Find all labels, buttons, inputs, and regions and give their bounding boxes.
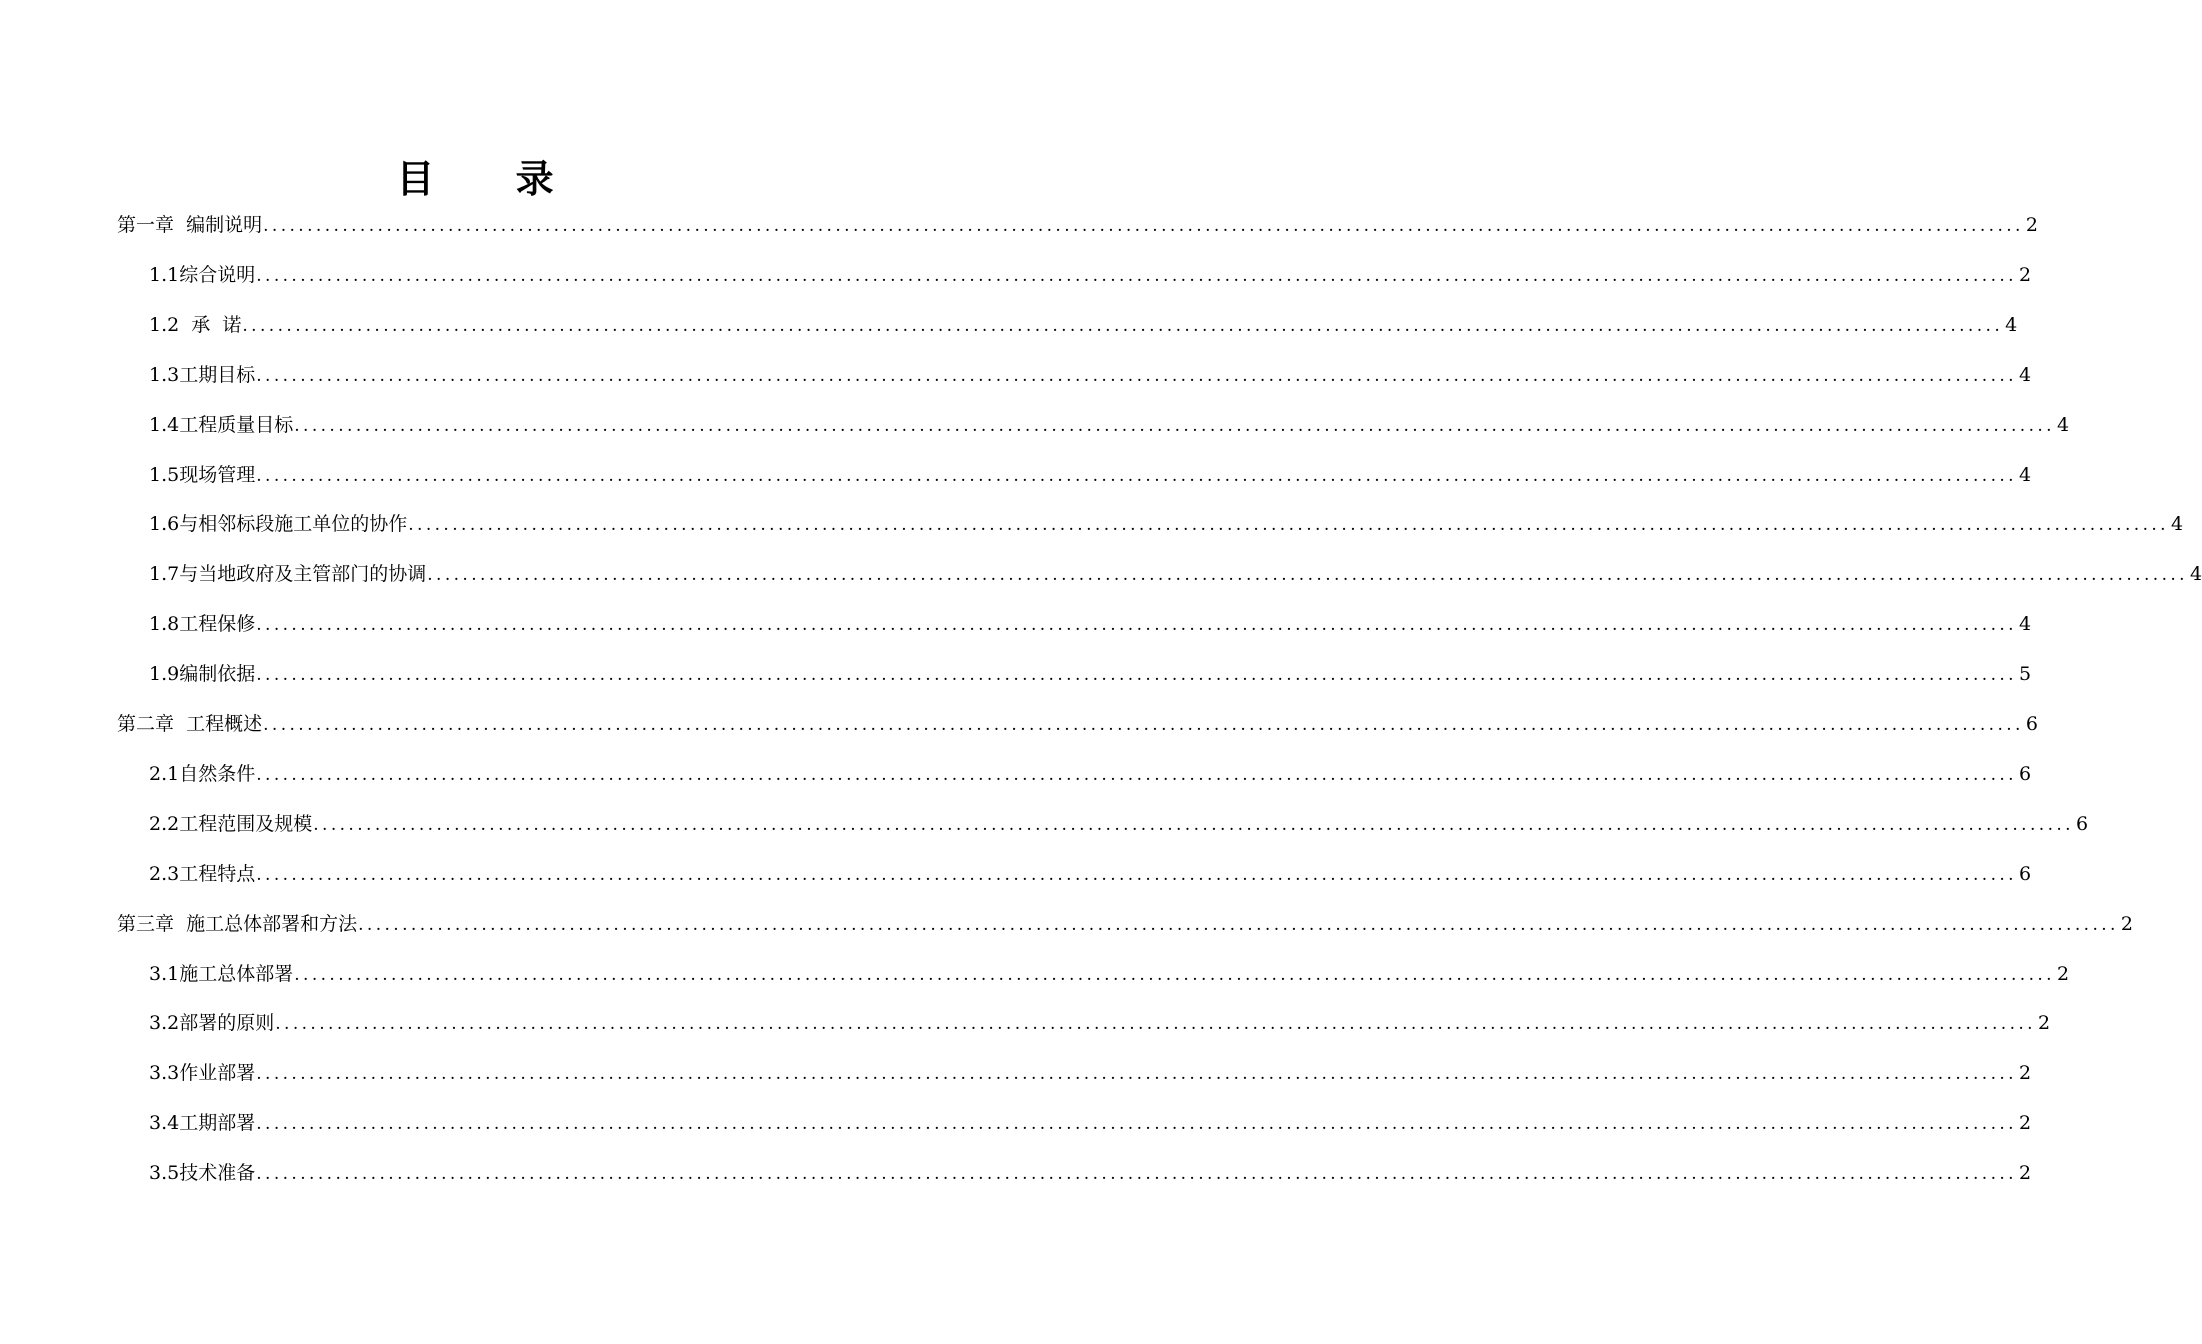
toc-page-number: 2 bbox=[2037, 1012, 2051, 1035]
toc-page-number: 4 bbox=[2056, 413, 2070, 436]
toc-section-entry[interactable] bbox=[149, 450, 2032, 500]
toc-page-number: 4 bbox=[2018, 363, 2032, 386]
toc-page-number: 4 bbox=[2018, 613, 2032, 636]
toc-page-number: 6 bbox=[2018, 762, 2032, 785]
toc-chapter-entry[interactable] bbox=[117, 899, 2133, 949]
toc-entry-label: 2.2工程范围及规模 bbox=[149, 812, 313, 835]
toc-dot-leader: ........................................................................................................................................................................................................ bbox=[427, 565, 2188, 586]
toc-entry-label: 1.6与相邻标段施工单位的协作 bbox=[149, 513, 408, 536]
toc-dot-leader: ........................................................................................................................................................................................................ bbox=[275, 1014, 2036, 1035]
toc-entry-label: 2.1自然条件 bbox=[149, 762, 256, 785]
toc-dot-leader: ........................................................................................................................................................................................................ bbox=[313, 814, 2074, 835]
toc-page-number: 2 bbox=[2056, 962, 2070, 985]
toc-section-entry[interactable] bbox=[149, 250, 2032, 300]
toc-section-entry[interactable] bbox=[149, 1098, 2032, 1148]
toc-entry-label: 第一章 编制说明 bbox=[117, 214, 263, 236]
toc-section-entry[interactable] bbox=[149, 300, 2018, 350]
toc-dot-leader: ........................................................................................................................................................................................................ bbox=[256, 864, 2017, 885]
toc-page-number: 2 bbox=[2025, 214, 2038, 236]
toc-dot-leader: ........................................................................................................................................................................................................ bbox=[256, 1114, 2017, 1135]
toc-dot-leader: ........................................................................................................................................................................................................ bbox=[294, 964, 2055, 985]
toc-entry-label: 3.5技术准备 bbox=[149, 1162, 256, 1185]
page-title: 目 录 bbox=[396, 157, 588, 201]
toc-page-number: 5 bbox=[2018, 663, 2032, 686]
toc-dot-leader: ........................................................................................................................................................................................................ bbox=[408, 515, 2169, 536]
toc-dot-leader: ........................................................................................................................................................................................................ bbox=[256, 615, 2017, 636]
toc-section-entry[interactable] bbox=[149, 599, 2032, 649]
toc-dot-leader: ........................................................................................................................................................................................................ bbox=[242, 315, 2004, 336]
toc-page-number: 4 bbox=[2005, 313, 2018, 336]
toc-entry-label: 1.9编制依据 bbox=[149, 663, 256, 686]
toc-entry-label: 1.5现场管理 bbox=[149, 463, 256, 486]
toc-section-entry[interactable] bbox=[149, 1148, 2032, 1198]
toc-section-entry[interactable] bbox=[149, 350, 2032, 400]
toc-dot-leader: ........................................................................................................................................................................................................ bbox=[263, 715, 2024, 735]
toc-entry-label: 1.7与当地政府及主管部门的协调 bbox=[149, 563, 427, 586]
toc-entry-label: 3.1施工总体部署 bbox=[149, 962, 294, 985]
toc-section-entry[interactable] bbox=[149, 649, 2032, 699]
toc-chapter-entry[interactable] bbox=[117, 200, 2038, 250]
toc-section-entry[interactable] bbox=[149, 799, 2089, 849]
toc-dot-leader: ........................................................................................................................................................................................................ bbox=[256, 665, 2017, 686]
toc-dot-leader: ........................................................................................................................................................................................................ bbox=[256, 1164, 2017, 1185]
toc-page-number: 2 bbox=[2018, 1062, 2032, 1085]
toc-dot-leader: ........................................................................................................................................................................................................ bbox=[358, 914, 2119, 935]
toc-page-number: 4 bbox=[2018, 463, 2032, 486]
toc-chapter-entry[interactable] bbox=[117, 699, 2038, 749]
toc-section-entry[interactable] bbox=[149, 849, 2032, 899]
toc-page-number: 2 bbox=[2018, 263, 2032, 286]
toc-page-number: 6 bbox=[2025, 713, 2038, 735]
toc-entry-label: 3.2部署的原则 bbox=[149, 1012, 275, 1035]
toc-page-number: 2 bbox=[2018, 1162, 2032, 1185]
toc-page-number: 2 bbox=[2120, 912, 2133, 935]
toc-dot-leader: ........................................................................................................................................................................................................ bbox=[256, 465, 2017, 486]
toc-section-entry[interactable] bbox=[149, 998, 2051, 1048]
toc-entry-label: 2.3工程特点 bbox=[149, 862, 256, 885]
toc-entry-label: 1.1综合说明 bbox=[149, 263, 256, 286]
toc-entry-label: 1.4工程质量目标 bbox=[149, 413, 294, 436]
toc-dot-leader: ........................................................................................................................................................................................................ bbox=[256, 365, 2017, 386]
toc-dot-leader: ........................................................................................................................................................................................................ bbox=[256, 265, 2017, 286]
toc-page-number: 4 bbox=[2189, 563, 2202, 586]
toc-section-entry[interactable] bbox=[149, 400, 2070, 450]
toc-page-number: 2 bbox=[2018, 1112, 2032, 1135]
toc-entry-label: 第二章 工程概述 bbox=[117, 713, 263, 735]
toc-dot-leader: ........................................................................................................................................................................................................ bbox=[294, 415, 2055, 436]
toc-page-number: 4 bbox=[2170, 513, 2184, 536]
toc-entry-label: 1.3工期目标 bbox=[149, 363, 256, 386]
toc-dot-leader: ........................................................................................................................................................................................................ bbox=[263, 216, 2024, 236]
toc-entry-label: 第三章 施工总体部署和方法 bbox=[117, 912, 358, 935]
toc-section-entry[interactable] bbox=[149, 1048, 2032, 1098]
toc-entry-label: 1.2 承 诺 bbox=[149, 313, 242, 336]
toc-entry-label: 3.3作业部署 bbox=[149, 1062, 256, 1085]
toc-dot-leader: ........................................................................................................................................................................................................ bbox=[256, 1064, 2017, 1085]
toc-section-entry[interactable] bbox=[149, 549, 2202, 599]
toc-entry-label: 1.8工程保修 bbox=[149, 613, 256, 636]
toc-section-entry[interactable] bbox=[149, 499, 2184, 549]
toc-section-entry[interactable] bbox=[149, 749, 2032, 799]
toc-dot-leader: ........................................................................................................................................................................................................ bbox=[256, 764, 2017, 785]
toc-page-number: 6 bbox=[2018, 862, 2032, 885]
toc-section-entry[interactable] bbox=[149, 949, 2070, 999]
toc-entry-label: 3.4工期部署 bbox=[149, 1112, 256, 1135]
toc-page-number: 6 bbox=[2075, 812, 2089, 835]
